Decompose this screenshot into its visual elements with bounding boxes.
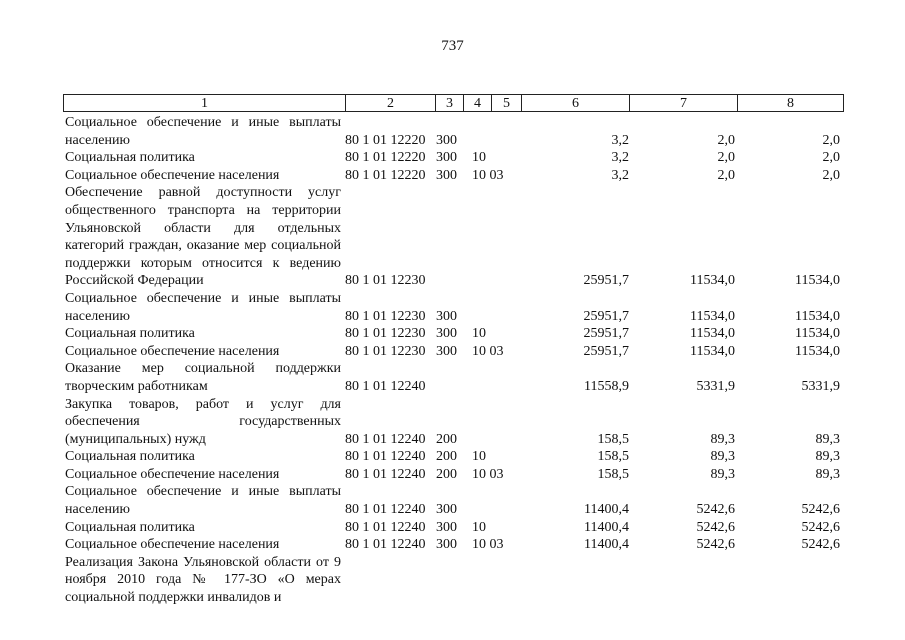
header-col-7: 7 bbox=[629, 95, 737, 111]
header-col-2: 2 bbox=[345, 95, 435, 111]
row-value-col-7: 5242,6 bbox=[696, 519, 735, 535]
row-expense-type: 200 bbox=[436, 449, 457, 465]
row-value-col-6: 3,2 bbox=[611, 150, 629, 166]
row-name: Реализация Закона Ульяновской области от 9 ноября 2010 года № 177-ЗО «О мерах социальной поддержки инвалидов и bbox=[65, 554, 341, 606]
row-expense-type: 300 bbox=[436, 326, 457, 342]
row-name: Социальное обеспечение и иные выплаты населению bbox=[65, 115, 341, 148]
row-value-col-8: 11534,0 bbox=[795, 308, 840, 324]
table-row bbox=[63, 396, 844, 449]
row-target-code: 80 1 01 12230 bbox=[345, 273, 426, 289]
row-value-col-6: 11400,4 bbox=[584, 502, 629, 518]
row-name: Социальное обеспечение населения bbox=[65, 343, 280, 359]
row-section-subsection: 10 bbox=[472, 150, 486, 166]
row-section-subsection: 10 03 bbox=[472, 343, 504, 359]
row-name: Социальное обеспечение и иные выплаты населению bbox=[65, 484, 341, 518]
header-col-1: 1 bbox=[201, 96, 208, 111]
budget-table-body bbox=[63, 114, 844, 607]
row-target-code: 80 1 01 12230 bbox=[345, 326, 426, 342]
row-expense-type: 300 bbox=[436, 537, 457, 553]
row-expense-type: 300 bbox=[436, 343, 457, 359]
row-value-col-8: 2,0 bbox=[822, 150, 840, 166]
row-name: Оказание мер социальной поддержки творческим работникам bbox=[65, 361, 341, 394]
row-value-col-8: 5242,6 bbox=[801, 519, 840, 535]
row-value-col-7: 2,0 bbox=[717, 167, 735, 183]
row-value-col-8: 89,3 bbox=[815, 431, 840, 447]
header-col-5: 5 bbox=[491, 95, 521, 111]
row-value-col-8: 11534,0 bbox=[795, 273, 840, 289]
row-expense-type: 300 bbox=[436, 167, 457, 183]
table-row bbox=[63, 290, 844, 325]
row-target-code: 80 1 01 12240 bbox=[345, 431, 426, 447]
row-value-col-8: 5242,6 bbox=[801, 502, 840, 518]
row-value-col-8: 2,0 bbox=[822, 132, 840, 148]
row-target-code: 80 1 01 12240 bbox=[345, 519, 426, 535]
row-target-code: 80 1 01 12230 bbox=[345, 308, 426, 324]
row-target-code: 80 1 01 12240 bbox=[345, 378, 426, 394]
row-value-col-6: 11400,4 bbox=[584, 519, 629, 535]
row-value-col-7: 2,0 bbox=[717, 150, 735, 166]
table-row bbox=[63, 519, 844, 537]
table-row bbox=[63, 114, 844, 149]
row-name: Социальная политика bbox=[65, 150, 195, 166]
page-number: 737 bbox=[441, 38, 464, 54]
row-expense-type: 200 bbox=[436, 431, 457, 447]
row-name: Социальная политика bbox=[65, 519, 195, 535]
header-col-3: 3 bbox=[435, 95, 463, 111]
row-value-col-6: 25951,7 bbox=[583, 273, 629, 289]
row-target-code: 80 1 01 12220 bbox=[345, 150, 426, 166]
row-value-col-7: 5331,9 bbox=[696, 378, 735, 394]
row-expense-type: 300 bbox=[436, 308, 457, 324]
table-row bbox=[63, 325, 844, 343]
table-row bbox=[63, 343, 844, 361]
row-value-col-7: 11534,0 bbox=[690, 343, 735, 359]
row-value-col-7: 89,3 bbox=[710, 431, 735, 447]
row-target-code: 80 1 01 12240 bbox=[345, 466, 426, 482]
row-value-col-8: 89,3 bbox=[815, 466, 840, 482]
row-value-col-7: 11534,0 bbox=[690, 308, 735, 324]
row-section-subsection: 10 bbox=[472, 519, 486, 535]
row-value-col-6: 11558,9 bbox=[584, 378, 629, 394]
table-row bbox=[63, 167, 844, 185]
row-value-col-6: 158,5 bbox=[597, 431, 629, 447]
table-row bbox=[63, 483, 844, 518]
row-value-col-7: 11534,0 bbox=[690, 326, 735, 342]
row-target-code: 80 1 01 12240 bbox=[345, 502, 426, 518]
row-name: Социальное обеспечение и иные выплаты населению bbox=[65, 290, 341, 324]
row-value-col-7: 5242,6 bbox=[696, 502, 735, 518]
table-row bbox=[63, 466, 844, 484]
row-value-col-6: 11400,4 bbox=[584, 537, 629, 553]
row-section-subsection: 10 03 bbox=[472, 466, 504, 482]
row-value-col-8: 5331,9 bbox=[801, 378, 840, 394]
row-name: Социальная политика bbox=[65, 326, 195, 342]
row-expense-type: 200 bbox=[436, 466, 457, 482]
row-name: Социальное обеспечение населения bbox=[65, 167, 280, 183]
row-target-code: 80 1 01 12230 bbox=[345, 343, 426, 359]
row-name: Социальная политика bbox=[65, 449, 195, 465]
row-section-subsection: 10 bbox=[472, 449, 486, 465]
row-expense-type: 300 bbox=[436, 132, 457, 148]
row-value-col-7: 89,3 bbox=[710, 466, 735, 482]
row-target-code: 80 1 01 12240 bbox=[345, 537, 426, 553]
column-number-header bbox=[63, 94, 844, 112]
row-value-col-8: 89,3 bbox=[815, 449, 840, 465]
row-name: Социальное обеспечение населения bbox=[65, 537, 280, 553]
table-row bbox=[63, 554, 844, 607]
row-value-col-7: 5242,6 bbox=[696, 537, 735, 553]
row-section-subsection: 10 bbox=[472, 326, 486, 342]
row-name: Закупка товаров, работ и услуг для обеспечения государственных (муниципальных) нужд bbox=[65, 396, 341, 447]
row-value-col-6: 158,5 bbox=[597, 466, 629, 482]
row-value-col-6: 158,5 bbox=[597, 449, 629, 465]
row-target-code: 80 1 01 12240 bbox=[345, 449, 426, 465]
row-expense-type: 300 bbox=[436, 150, 457, 166]
row-value-col-7: 11534,0 bbox=[690, 273, 735, 289]
row-value-col-7: 89,3 bbox=[710, 449, 735, 465]
row-value-col-6: 25951,7 bbox=[583, 343, 629, 359]
row-target-code: 80 1 01 12220 bbox=[345, 132, 426, 148]
table-row bbox=[63, 360, 844, 395]
row-expense-type: 300 bbox=[436, 519, 457, 535]
row-name: Обеспечение равной доступности услуг общественного транспорта на территории Ульяновской области для отдельных категорий граждан, оказание мер социальной поддержки которым относится к ведению Российской Федерации bbox=[65, 185, 341, 289]
header-col-8: 8 bbox=[737, 95, 843, 111]
row-target-code: 80 1 01 12220 bbox=[345, 167, 426, 183]
row-value-col-6: 25951,7 bbox=[583, 326, 629, 342]
row-value-col-8: 2,0 bbox=[822, 167, 840, 183]
row-name: Социальное обеспечение населения bbox=[65, 466, 280, 482]
row-value-col-6: 3,2 bbox=[611, 132, 629, 148]
table-row bbox=[63, 536, 844, 554]
table-row bbox=[63, 149, 844, 167]
table-row bbox=[63, 448, 844, 466]
row-section-subsection: 10 03 bbox=[472, 537, 504, 553]
row-section-subsection: 10 03 bbox=[472, 167, 504, 183]
row-value-col-7: 2,0 bbox=[717, 132, 735, 148]
table-row bbox=[63, 184, 844, 290]
row-value-col-8: 11534,0 bbox=[795, 326, 840, 342]
row-value-col-6: 3,2 bbox=[611, 167, 629, 183]
row-value-col-8: 11534,0 bbox=[795, 343, 840, 359]
row-value-col-6: 25951,7 bbox=[583, 308, 629, 324]
row-expense-type: 300 bbox=[436, 502, 457, 518]
header-col-4: 4 bbox=[463, 95, 491, 111]
row-value-col-8: 5242,6 bbox=[801, 537, 840, 553]
header-col-6: 6 bbox=[521, 95, 629, 111]
